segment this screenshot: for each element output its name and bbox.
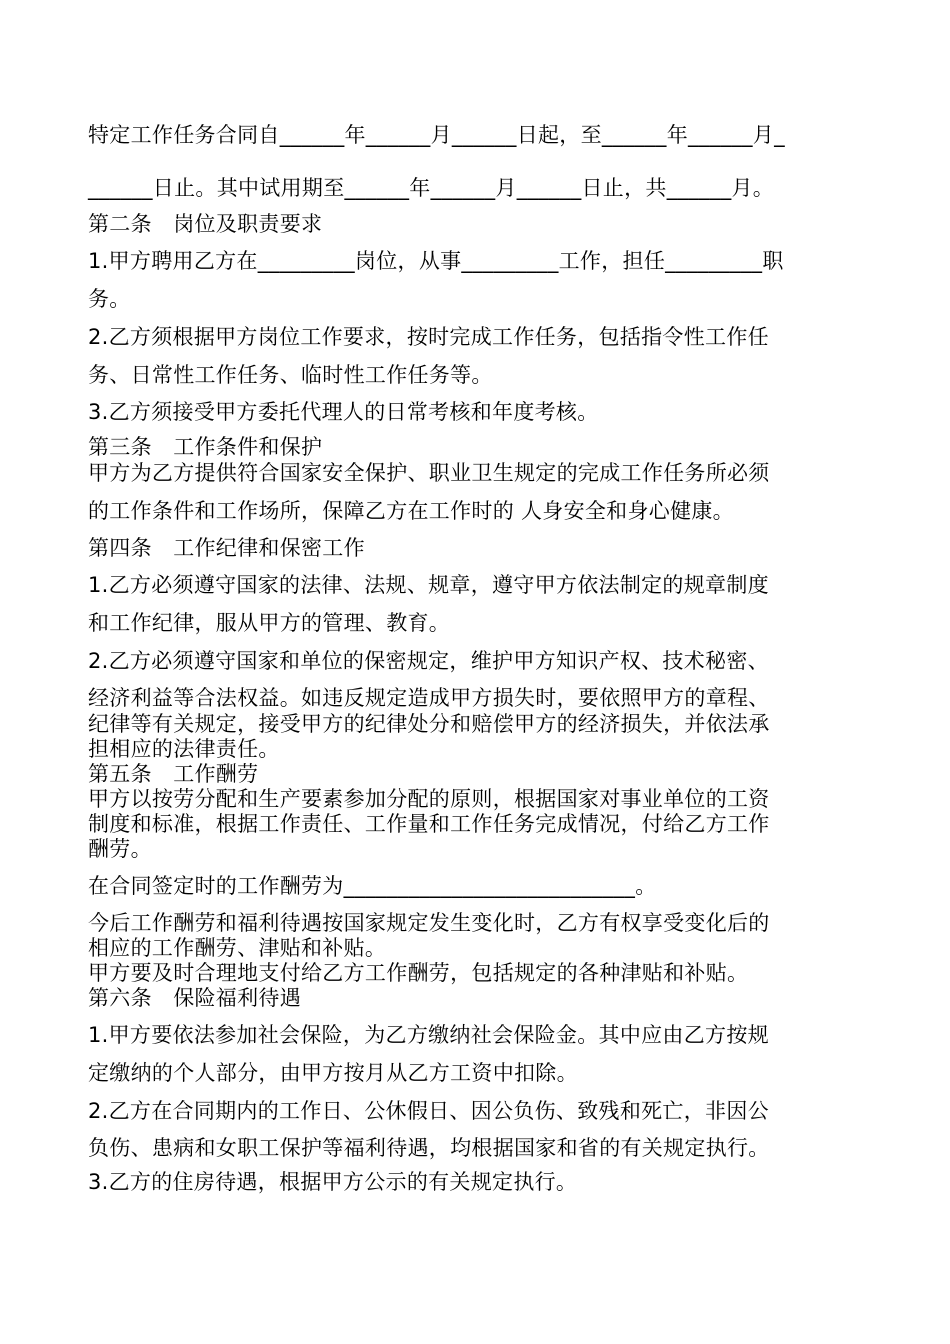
article-4-item-2-line-1: 2.乙方必须遵守国家和单位的保密规定，维护甲方知识产权、技术秘密、 (88, 649, 769, 673)
article-5-salary-line: 在合同签定时的工作酬劳为___________________________。 (88, 874, 657, 898)
article-6-item-3: 3.乙方的住房待遇，根据甲方公示的有关规定执行。 (88, 1170, 578, 1194)
article-4-item-2-line-2: 经济利益等合法权益。如违反规定造成甲方损失时，要依照甲方的章程、 (88, 686, 770, 710)
article-3-body-line-2: 的工作条件和工作场所，保障乙方在工作时的 人身安全和身心健康。 (88, 499, 734, 523)
article-4-item-2-line-3: 纪律等有关规定，接受甲方的纪律处分和赔偿甲方的经济损失，并依法承 (88, 712, 770, 736)
article-5-change-line-1: 今后工作酬劳和福利待遇按国家规定发生变化时，乙方有权享受变化后的 (88, 911, 770, 935)
article-6-item-1-line-1: 1.甲方要依法参加社会保险，为乙方缴纳社会保险金。其中应由乙方按规 (88, 1023, 769, 1047)
article-6-item-2-line-2: 负伤、患病和女职工保护等福利待遇，均根据国家和省的有关规定执行。 (88, 1136, 770, 1160)
contract-period-line-1: 特定工作任务合同自______年______月______日起，至______年______月_ (88, 123, 785, 147)
article-2-item-3: 3.乙方须接受甲方委托代理人的日常考核和年度考核。 (88, 400, 599, 424)
article-2-item-1-line-2: 务。 (88, 287, 131, 311)
article-2-item-2-line-1: 2.乙方须根据甲方岗位工作要求，按时完成工作任务，包括指令性工作任 (88, 325, 769, 349)
article-2-item-1-line-1: 1.甲方聘用乙方在_________岗位，从事_________工作，担任_________职 (88, 249, 784, 273)
article-4-item-1-line-2: 和工作纪律，服从甲方的管理、教育。 (88, 611, 451, 635)
article-6-heading: 第六条 保险福利待遇 (88, 986, 301, 1010)
article-6-item-2-line-1: 2.乙方在合同期内的工作日、公休假日、因公负伤、致残和死亡，非因公 (88, 1099, 769, 1123)
article-3-heading: 第三条 工作条件和保护 (88, 435, 323, 459)
article-5-body-line-1: 甲方以按劳分配和生产要素参加分配的原则，根据国家对事业单位的工资 (88, 787, 770, 811)
article-5-body-line-3: 酬劳。 (88, 837, 152, 861)
article-5-payment-line: 甲方要及时合理地支付给乙方工作酬劳，包括规定的各种津贴和补贴。 (88, 961, 749, 985)
article-2-heading: 第二条 岗位及职责要求 (88, 212, 323, 236)
article-3-body-line-1: 甲方为乙方提供符合国家安全保护、职业卫生规定的完成工作任务所必须 (88, 461, 770, 485)
article-2-item-2-line-2: 务、日常性工作任务、临时性工作任务等。 (88, 363, 493, 387)
article-5-change-line-2: 相应的工作酬劳、津贴和补贴。 (88, 936, 387, 960)
article-4-heading: 第四条 工作纪律和保密工作 (88, 536, 365, 560)
article-5-heading: 第五条 工作酬劳 (88, 762, 259, 786)
contract-period-line-2: ______日止。其中试用期至______年______月______日止，共______月。 (88, 176, 775, 200)
article-4-item-1-line-1: 1.乙方必须遵守国家的法律、法规、规章，遵守甲方依法制定的规章制度 (88, 573, 769, 597)
article-5-body-line-2: 制度和标准，根据工作责任、工作量和工作任务完成情况，付给乙方工作 (88, 812, 770, 836)
article-4-item-2-line-4: 担相应的法律责任。 (88, 737, 280, 761)
article-6-item-1-line-2: 定缴纳的个人部分，由甲方按月从乙方工资中扣除。 (88, 1061, 578, 1085)
